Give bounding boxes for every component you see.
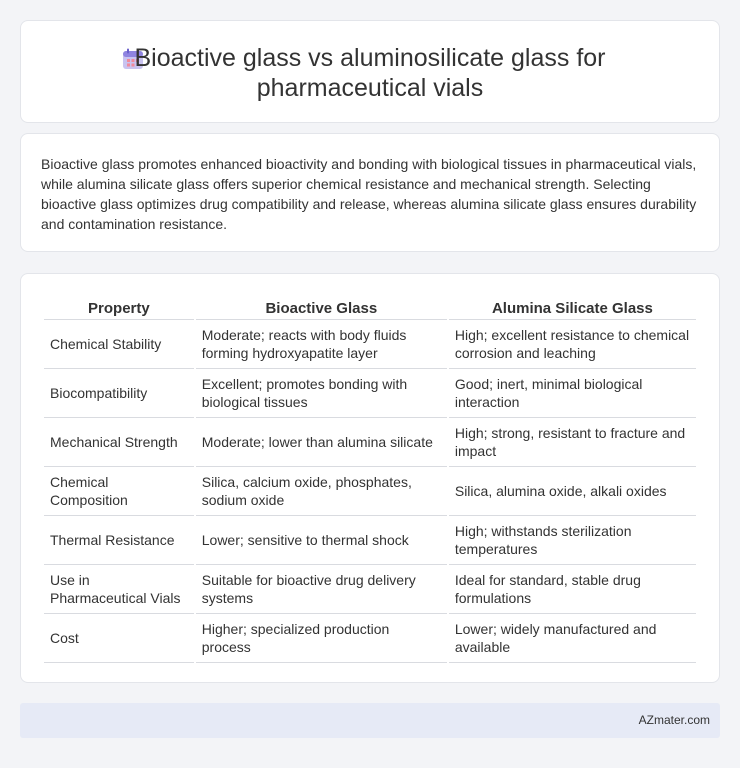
property-cell: Cost bbox=[44, 614, 194, 663]
footer-brand: AZmater.com bbox=[638, 713, 710, 727]
alumina-silicate-cell: High; withstands sterilization temperatures bbox=[449, 516, 696, 565]
page-title bbox=[21, 43, 719, 103]
alumina-silicate-cell: Ideal for standard, stable drug formulations bbox=[449, 565, 696, 614]
header-bioactive-glass: Bioactive Glass bbox=[196, 296, 447, 320]
alumina-silicate-cell: Silica, alumina oxide, alkali oxides bbox=[449, 467, 696, 516]
header-alumina-silicate-glass: Alumina Silicate Glass bbox=[449, 296, 696, 320]
summary-card bbox=[20, 133, 720, 252]
comparison-table bbox=[42, 296, 698, 663]
table-header-row bbox=[44, 296, 696, 320]
alumina-silicate-cell: Good; inert, minimal biological interaction bbox=[449, 369, 696, 418]
property-cell: Use in Pharmaceutical Vials bbox=[44, 565, 194, 614]
bioactive-cell: Higher; specialized production process bbox=[196, 614, 447, 663]
table-row bbox=[44, 614, 696, 663]
footer-bar bbox=[20, 703, 720, 738]
alumina-silicate-cell: Lower; widely manufactured and available bbox=[449, 614, 696, 663]
title-card bbox=[20, 20, 720, 123]
page-title-line-1: Bioactive glass vs aluminosilicate glass for bbox=[134, 44, 606, 72]
bioactive-cell: Suitable for bioactive drug delivery systems bbox=[196, 565, 447, 614]
table-row bbox=[44, 320, 696, 369]
table-row bbox=[44, 565, 696, 614]
bioactive-cell: Lower; sensitive to thermal shock bbox=[196, 516, 447, 565]
property-cell: Chemical Composition bbox=[44, 467, 194, 516]
bioactive-cell: Moderate; reacts with body fluids forming hydroxyapatite layer bbox=[196, 320, 447, 369]
summary-text: Bioactive glass promotes enhanced bioactivity and bonding with biological tissues in pharmaceutical vials, while alumina silicate glass offers superior chemical resistance and mechanical strength. Selecting bioactive glass optimizes drug compatibility and release, whereas alumina silicate glass ensures durability and contamination resistance. bbox=[41, 156, 697, 232]
alumina-silicate-cell: High; strong, resistant to fracture and impact bbox=[449, 418, 696, 467]
comparison-table-card bbox=[20, 273, 720, 683]
bioactive-cell: Silica, calcium oxide, phosphates, sodium oxide bbox=[196, 467, 447, 516]
table-row bbox=[44, 467, 696, 516]
property-cell: Thermal Resistance bbox=[44, 516, 194, 565]
bioactive-cell: Moderate; lower than alumina silicate bbox=[196, 418, 447, 467]
alumina-silicate-cell: High; excellent resistance to chemical corrosion and leaching bbox=[449, 320, 696, 369]
property-cell: Mechanical Strength bbox=[44, 418, 194, 467]
property-cell: Chemical Stability bbox=[44, 320, 194, 369]
table-row bbox=[44, 369, 696, 418]
table-row bbox=[44, 516, 696, 565]
table-row bbox=[44, 418, 696, 467]
page-title-line-2: pharmaceutical vials bbox=[256, 74, 484, 102]
property-cell: Biocompatibility bbox=[44, 369, 194, 418]
bioactive-cell: Excellent; promotes bonding with biological tissues bbox=[196, 369, 447, 418]
header-property: Property bbox=[44, 296, 194, 320]
